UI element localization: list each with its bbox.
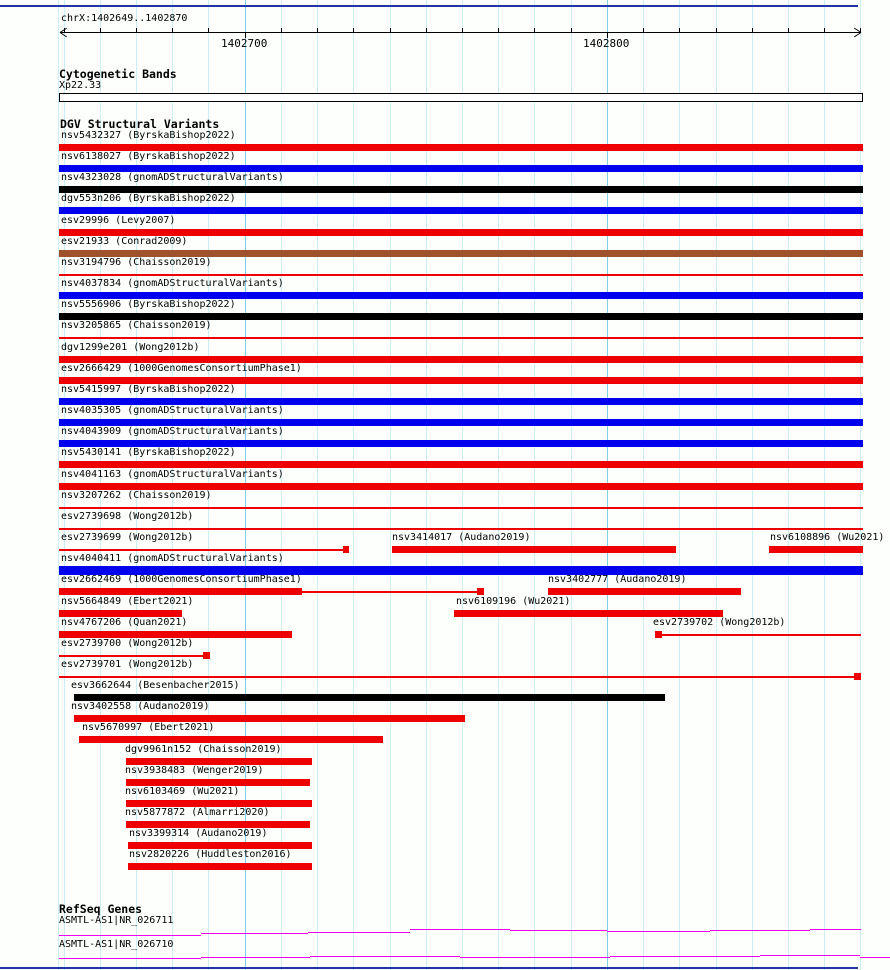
gene-line[interactable]	[810, 929, 861, 930]
variant-bar[interactable]	[59, 377, 863, 384]
variant-line[interactable]	[59, 337, 863, 339]
gene-line[interactable]	[201, 957, 310, 958]
variant-label[interactable]: nsv3399314 (Audano2019)	[129, 828, 268, 839]
variant-bar[interactable]	[59, 461, 863, 468]
section-header-cytogenetic-bands: Cytogenetic Bands	[59, 67, 177, 81]
gene-line[interactable]	[510, 930, 607, 931]
ruler-tick-minor	[100, 28, 101, 32]
variant-bar[interactable]	[59, 229, 863, 236]
variant-bar[interactable]	[126, 758, 312, 765]
gene-line[interactable]	[860, 957, 890, 958]
gene-line[interactable]	[59, 958, 201, 959]
ruler-tick-minor	[643, 28, 644, 32]
ruler-tick-minor	[534, 28, 535, 32]
variant-label[interactable]: nsv4041163 (gnomADStructuralVariants)	[61, 469, 284, 480]
variant-label[interactable]: nsv4767206 (Quan2021)	[61, 617, 188, 628]
variant-label[interactable]: nsv3402777 (Audano2019)	[548, 574, 687, 585]
ruler-tick-minor	[679, 28, 680, 32]
gene-line[interactable]	[310, 956, 460, 957]
variant-label[interactable]: nsv4035305 (gnomADStructuralVariants)	[61, 405, 284, 416]
ruler-tick-minor	[136, 28, 137, 32]
variant-endpoint-box[interactable]	[655, 631, 662, 638]
variant-bar[interactable]	[59, 610, 182, 617]
variant-label[interactable]: nsv6138027 (ByrskaBishop2022)	[61, 151, 236, 162]
variant-bar[interactable]	[59, 398, 863, 405]
variant-label[interactable]: dgv553n206 (ByrskaBishop2022)	[61, 193, 236, 204]
gene-line[interactable]	[410, 929, 510, 930]
variant-bar[interactable]	[59, 165, 863, 172]
section-header-refseq-genes: RefSeq Genes	[59, 902, 143, 916]
variant-bar[interactable]	[59, 250, 863, 257]
variant-label[interactable]: dgv9961n152 (Chaisson2019)	[125, 744, 282, 755]
variant-bar[interactable]	[79, 736, 383, 743]
gene-line[interactable]	[760, 955, 860, 956]
gene-line[interactable]	[710, 930, 810, 931]
variant-bar[interactable]	[128, 842, 312, 849]
variant-bar[interactable]	[59, 440, 863, 447]
variant-label[interactable]: esv2739699 (Wong2012b)	[61, 532, 194, 543]
variant-label[interactable]: dgv1299e201 (Wong2012b)	[61, 342, 200, 353]
variant-label[interactable]: nsv4037834 (gnomADStructuralVariants)	[61, 278, 284, 289]
variant-bar[interactable]	[59, 313, 863, 320]
ruler-tick-minor	[281, 28, 282, 32]
ruler-tick-label: 1402700	[221, 37, 268, 50]
variant-line[interactable]	[662, 634, 861, 636]
gene-line[interactable]	[201, 933, 308, 934]
variant-bar[interactable]	[74, 694, 665, 701]
variant-label[interactable]: nsv3207262 (Chaisson2019)	[61, 490, 212, 501]
panel-divider	[0, 967, 858, 969]
variant-endpoint-box[interactable]	[477, 588, 484, 595]
gene-label[interactable]: ASMTL-AS1|NR_026710	[59, 939, 174, 950]
variant-bar[interactable]	[769, 546, 863, 553]
gene-line[interactable]	[59, 935, 201, 936]
variant-label[interactable]: nsv5415997 (ByrskaBishop2022)	[61, 384, 236, 395]
variant-label[interactable]: nsv3402558 (Audano2019)	[71, 701, 210, 712]
region-label: chrX:1402649..1402870	[61, 13, 188, 24]
ruler-tick-minor	[426, 28, 427, 32]
gene-line[interactable]	[610, 956, 760, 957]
variant-label[interactable]: nsv4323028 (gnomADStructuralVariants)	[61, 172, 284, 183]
ruler-tick-minor	[317, 28, 318, 32]
ruler-tick-minor	[390, 28, 391, 32]
variant-label[interactable]: esv3662644 (Besenbacher2015)	[71, 680, 240, 691]
variant-label[interactable]: esv2739700 (Wong2012b)	[61, 638, 194, 649]
variant-bar[interactable]	[59, 292, 863, 299]
ruler-tick-minor	[788, 28, 789, 32]
variant-label[interactable]: nsv5877872 (Almarri2020)	[125, 807, 270, 818]
variant-line[interactable]	[59, 528, 863, 530]
variant-bar[interactable]	[59, 483, 863, 490]
ruler-tick-minor	[752, 28, 753, 32]
ruler-tick-minor	[208, 28, 209, 32]
gene-label[interactable]: ASMTL-AS1|NR_026711	[59, 915, 174, 926]
ruler-tick-minor	[172, 28, 173, 32]
section-header-dgv-structural-variants: DGV Structural Variants	[60, 117, 220, 131]
variant-line[interactable]	[59, 676, 855, 678]
ruler-tick-minor	[498, 28, 499, 32]
variant-label[interactable]: esv2739698 (Wong2012b)	[61, 511, 194, 522]
gene-line[interactable]	[308, 932, 410, 933]
variant-label[interactable]: esv2739701 (Wong2012b)	[61, 659, 194, 670]
variant-bar[interactable]	[454, 610, 723, 617]
variant-bar[interactable]	[548, 588, 741, 595]
variant-endpoint-box[interactable]	[343, 546, 349, 553]
panel-divider	[0, 5, 858, 7]
variant-label[interactable]: nsv4040411 (gnomADStructuralVariants)	[61, 553, 284, 564]
ruler-line	[60, 32, 861, 33]
ruler-tick-minor	[571, 28, 572, 32]
variant-label[interactable]: nsv5432327 (ByrskaBishop2022)	[61, 130, 236, 141]
variant-label[interactable]: nsv4043909 (gnomADStructuralVariants)	[61, 426, 284, 437]
ruler-tick-minor	[353, 28, 354, 32]
variant-label[interactable]: esv21933 (Conrad2009)	[61, 236, 188, 247]
variant-label[interactable]: nsv5670997 (Ebert2021)	[82, 722, 215, 733]
variant-label[interactable]: nsv6109196 (Wu2021)	[456, 596, 571, 607]
variant-line[interactable]	[302, 591, 478, 593]
variant-line[interactable]	[59, 507, 863, 509]
variant-label[interactable]: nsv2820226 (Huddleston2016)	[129, 849, 292, 860]
variant-bar[interactable]	[126, 800, 312, 807]
variant-bar[interactable]	[59, 631, 292, 638]
variant-label[interactable]: esv2666429 (1000GenomesConsortiumPhase1)	[61, 363, 302, 374]
variant-label[interactable]: nsv5556906 (ByrskaBishop2022)	[61, 299, 236, 310]
variant-label[interactable]: esv2662469 (1000GenomesConsortiumPhase1)	[61, 574, 302, 585]
variant-label[interactable]: nsv3938483 (Wenger2019)	[125, 765, 264, 776]
gene-line[interactable]	[607, 931, 710, 932]
variant-bar[interactable]	[74, 715, 465, 722]
gene-line[interactable]	[460, 957, 610, 958]
variant-label[interactable]: nsv3194796 (Chaisson2019)	[61, 257, 212, 268]
variant-label[interactable]: nsv3205865 (Chaisson2019)	[61, 320, 212, 331]
ruler-tick-minor	[824, 28, 825, 32]
variant-endpoint-box[interactable]	[854, 673, 861, 680]
variant-label[interactable]: nsv3414017 (Audano2019)	[392, 532, 531, 543]
variant-label[interactable]: nsv6108896 (Wu2021)	[770, 532, 885, 543]
variant-label[interactable]: esv2739702 (Wong2012b)	[653, 617, 786, 628]
variant-label[interactable]: esv29996 (Levy2007)	[61, 215, 176, 226]
variant-bar[interactable]	[128, 863, 312, 870]
variant-bar[interactable]	[59, 419, 863, 426]
variant-line[interactable]	[59, 549, 344, 551]
variant-bar[interactable]	[126, 821, 310, 828]
variant-endpoint-box[interactable]	[203, 652, 210, 659]
variant-label[interactable]: nsv5430141 (ByrskaBishop2022)	[61, 447, 236, 458]
variant-line[interactable]	[59, 274, 863, 276]
variant-label[interactable]: nsv5664849 (Ebert2021)	[61, 596, 194, 607]
variant-bar[interactable]	[59, 144, 863, 151]
variant-line[interactable]	[59, 655, 204, 657]
ruler-tick-minor	[462, 28, 463, 32]
variant-label[interactable]: nsv6103469 (Wu2021)	[125, 786, 240, 797]
variant-bar[interactable]	[59, 588, 302, 595]
variant-bar[interactable]	[59, 207, 863, 214]
ruler-tick-minor	[716, 28, 717, 32]
variant-bar[interactable]	[392, 546, 676, 553]
variant-bar[interactable]	[126, 779, 310, 786]
variant-bar[interactable]	[59, 356, 863, 363]
cytoband-label: Xp22.33	[59, 80, 102, 91]
cytoband[interactable]	[59, 93, 863, 102]
ruler-tick-label: 1402800	[583, 37, 630, 50]
variant-bar[interactable]	[59, 186, 863, 193]
